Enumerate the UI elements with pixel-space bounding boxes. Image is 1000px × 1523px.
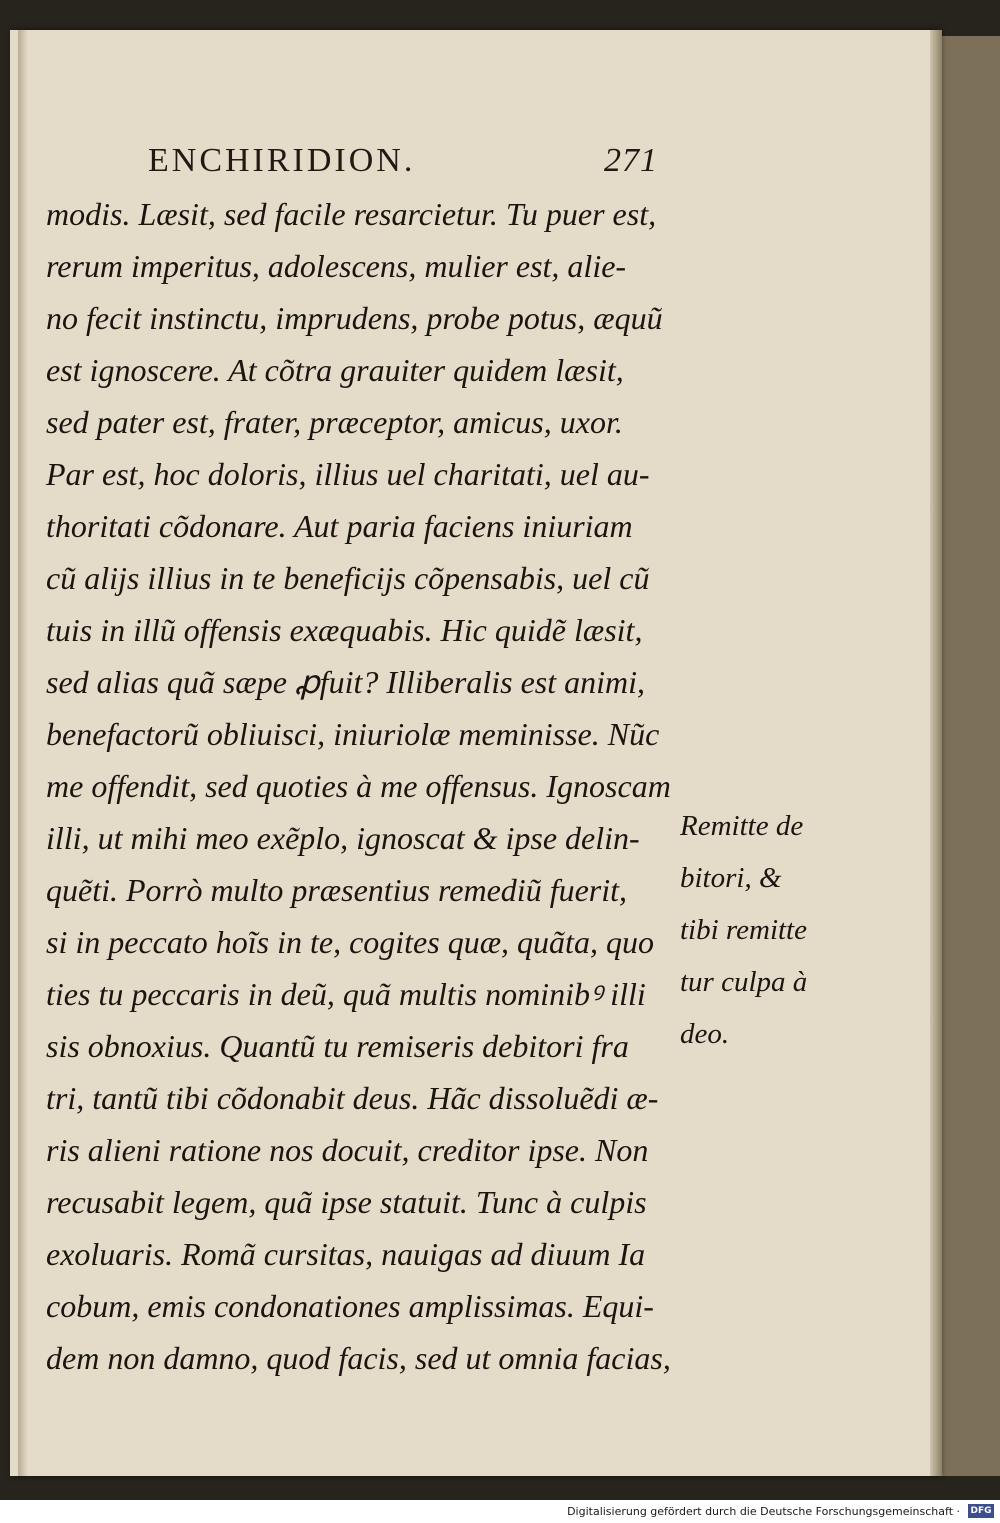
page-header <box>148 142 658 184</box>
marginal-line: deo. <box>680 1018 730 1050</box>
text-line: modis. Læsit, sed facile resarcietur. Tu puer est, <box>46 196 657 232</box>
text-line: benefactorũ obliuisci, iniuriolæ meminisse. Nũc <box>46 716 660 752</box>
body-text <box>46 188 686 1384</box>
gutter-shadow <box>18 30 28 1476</box>
marginal-line: bitori, & <box>680 862 782 894</box>
text-line: no fecit instinctu, imprudens, probe potus, æquũ <box>46 300 663 336</box>
text-line: me offendit, sed quoties à me offensus. Ignoscam <box>46 768 671 804</box>
funding-credit: Digitalisierung gefördert durch die Deutsche Forschungsgemeinschaft · <box>567 1505 960 1518</box>
marginal-note <box>680 800 850 1060</box>
text-line: illi, ut mihi meo exẽplo, ignoscat & ipse delin- <box>46 820 640 856</box>
page-edge <box>930 30 942 1476</box>
text-line: exoluaris. Romã cursitas, nauigas ad diuum Ia <box>46 1236 646 1272</box>
text-line: si in peccato hoĩs in te, cogites quæ, quãta, quo <box>46 924 654 960</box>
dfg-logo: DFG <box>968 1504 994 1518</box>
text-line: sed pater est, frater, præceptor, amicus, uxor. <box>46 404 623 440</box>
running-head: ENCHIRIDION. <box>148 142 416 179</box>
text-line: est ignoscere. At cõtra grauiter quidem læsit, <box>46 352 624 388</box>
text-line: ris alieni ratione nos docuit, creditor ipse. Non <box>46 1132 649 1168</box>
text-line: ties tu peccaris in deũ, quã multis nominibꝰ illi <box>46 976 646 1012</box>
page-number: 271 <box>604 142 658 179</box>
text-line: cũ alijs illius in te beneficijs cõpensabis, uel cũ <box>46 560 650 596</box>
text-line: quẽti. Porrò multo præsentius remediũ fuerit, <box>46 872 628 908</box>
text-line: dem non damno, quod facis, sed ut omnia facias, <box>46 1340 671 1376</box>
text-line: recusabit legem, quã ipse statuit. Tunc à culpis <box>46 1184 647 1220</box>
text-line: sed alias quã sæpe ꝓfuit? Illiberalis est animi, <box>46 664 645 700</box>
credit-bar <box>0 1500 1000 1523</box>
text-line: sis obnoxius. Quantũ tu remiseris debitori fra <box>46 1028 629 1064</box>
marginal-line: Remitte de <box>680 810 804 842</box>
text-line: Par est, hoc doloris, illius uel charitati, uel au- <box>46 456 650 492</box>
text-line: cobum, emis condonationes amplissimas. Equi- <box>46 1288 654 1324</box>
text-line: thoritati cõdonare. Aut paria faciens iniuriam <box>46 508 633 544</box>
marginal-line: tur culpa à <box>680 966 808 998</box>
text-line: tuis in illũ offensis exæquabis. Hic quidẽ læsit, <box>46 612 643 648</box>
marginal-line: tibi remitte <box>680 914 807 946</box>
text-line: tri, tantũ tibi cõdonabit deus. Hãc dissoluẽdi æ- <box>46 1080 659 1116</box>
text-line: rerum imperitus, adolescens, mulier est, alie- <box>46 248 627 284</box>
